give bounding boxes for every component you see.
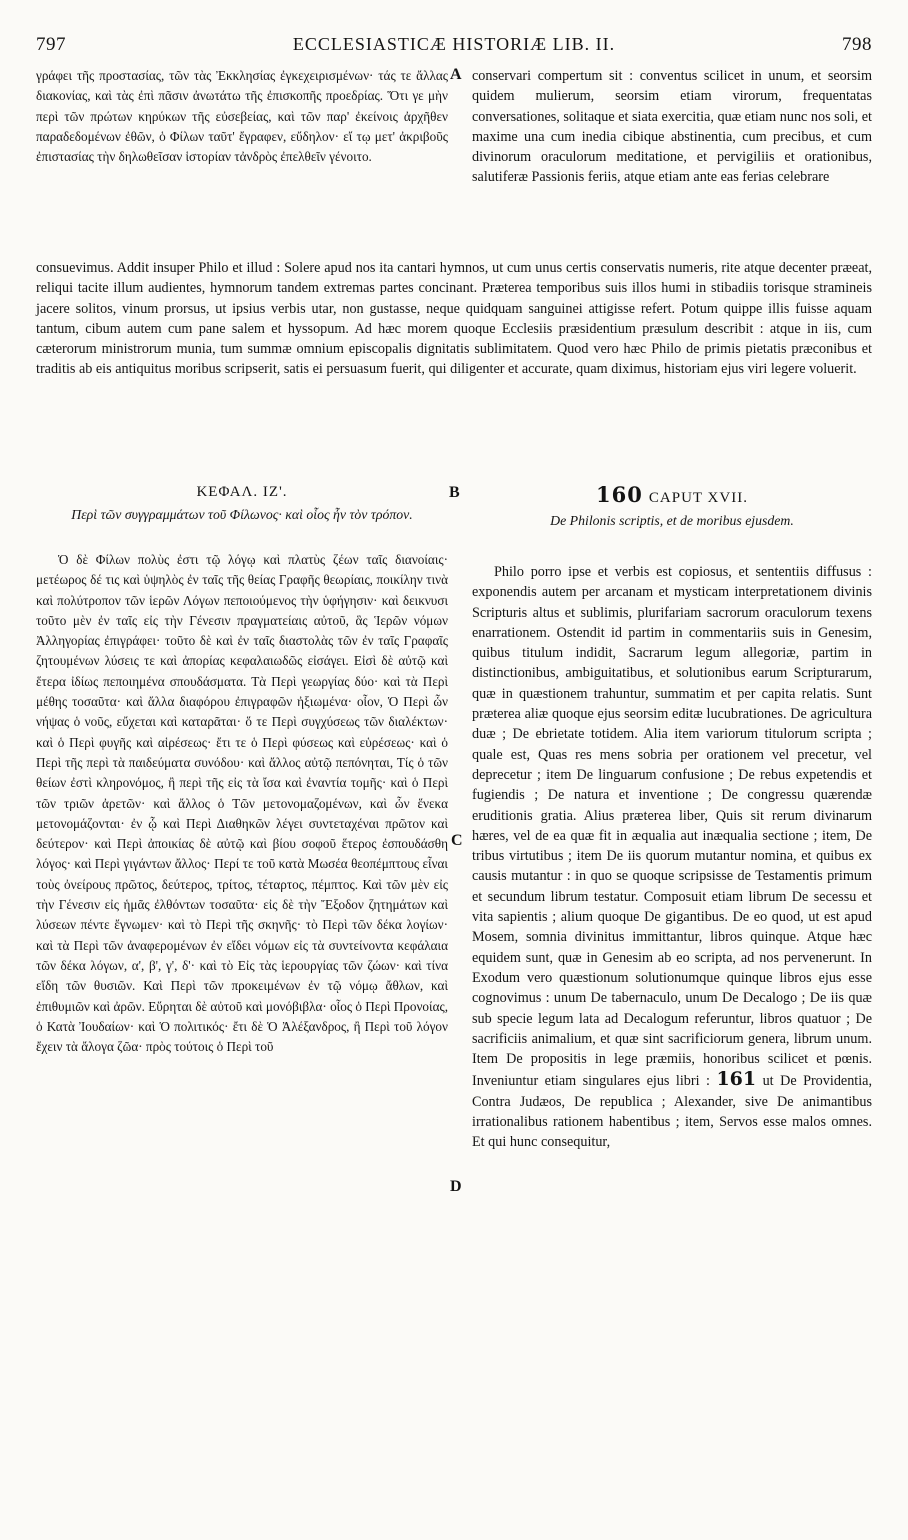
body-latin-column <box>472 562 872 1153</box>
top-greek-column <box>36 66 448 167</box>
body-greek-column <box>36 550 448 1057</box>
running-title: ECCLESIASTICÆ HISTORIÆ LIB. II. <box>292 34 616 54</box>
full-width-text <box>36 258 872 380</box>
top-latin-paragraph: conservari compertum sit : conventus scilicet in unum, et seorsim quidem mulierum, seorsim etiam virorum, frequentatas conversationes, solitaque et siata exercitia, quæ etiam nunc nos soli, et maxime una cum inedia cibique abstinentia, cum precibus, et cum divinorum oraculorum meditatione, et pervigiliis et orationibus, salutiferæ Passionis feriis, atque etiam ante eas ferias celebrare <box>472 68 872 186</box>
latin-chapter-title-line <box>472 482 872 507</box>
running-header <box>36 34 872 56</box>
latin-chapter-heading <box>472 482 872 529</box>
top-latin-column <box>472 66 872 188</box>
margin-marker-b: B <box>449 484 460 501</box>
latin-page-number-160: 160 <box>596 482 643 507</box>
greek-chapter-heading <box>36 484 448 523</box>
right-page-number: 798 <box>842 34 872 55</box>
body-latin-paragraph <box>472 562 872 1153</box>
body-latin-text: Philo porro ipse et verbis est copiosus, et sententiis diffusus : exponendis autem per arcanam et mysticam interpretationem divinis Scripturis altus et sublimis, plurifariam sacrorum oraculorum texens enarrationem. Ostendit id partim in commentariis suis in Genesim, quibus titulum indidit, Sacrarum legum allegoriæ, partim in distinctionibus, ambiguitatibus, et solutionibus earum Scripturarum, quæ in quæstionem trahuntur, summatim et per capita relatis. Sunt præterea aliæ quoque ejus seorsim editæ lucubrationes. De agricultura duæ ; De ebrietate totidem. Alia item variorum titulorum scripta ; quale est, Quas res mens sobria per orationem vel precetur, vel deprecetur ; item De linguarum confusione ; De rebus expetendis et fugiendis ; De natura et inventione ; De congressu quærendæ eruditionis gratia. Alius præterea liber, Quis sit rerum divinarum hæres, vel de ea quæ fit in æqualia aut inæqualia sectione ; item, De tribus virtutibus ; item De iis quorum mutantur nomina, et quibus ex causis mutantur : in quo se quoque scripsisse de Testamentis primum et secundum librum testatur. Composuit etiam librum De secessu et vita sapientis ; alium quoque De gigantibus. De eo quod, ut est apud Mosem, somnia divinitus immittantur, libros quinque. Atque hæc equidem sunt, quæ in Genesim ab eo scripta, ad nos pervenerunt. In Exodum vero quæstionum solutionumque quinque libros ejus esse cognovimus : unum De tabernaculo, unum De Decalogo ; De iis quæ sub specie legum lata ad Decalogum referuntur, libros quatuor ; De sacrificiis animalium, et quæ sint sacrificiorum genera, librum unum. Item De propositis in lege præmiis, honoribus scilicet et pœnis. Inveniuntur etiam singulares ejus libri : <box>472 564 872 1090</box>
margin-marker-a: A <box>450 66 462 83</box>
latin-page-number-161: 161 <box>716 1068 757 1091</box>
top-greek-paragraph: γράφει τῆς προστασίας, τῶν τὰς Ἐκκλησίας ἐγκεχειρισμένων· τάς τε ἄλλας διακονίας, καὶ τὰς ἐπὶ πᾶσιν ἀνωτάτω τῆς ἐπισκοπῆς προεδρίας. Ὅτι γε μὴν περὶ τῶν πρώτων κηρύκων τῆς εὐσεβείας, καὶ τῶν παρ' ἐκείνοις ἀρχῆθεν παραδεδομένων ἐθῶν, ὁ Φίλων ταῦτ' ἔγραφεν, εὔδηλον· εἴ τῳ μετ' ἀκριβοῦς ἐπιστασίας τὴν δηλωθεῖσαν ἱστορίαν τἀνδρὸς ἐπελθεῖν γένοιτο. <box>36 68 448 165</box>
margin-marker-c: C <box>451 832 463 849</box>
body-latin-text-continued: ut De Providentia, Contra Judæos, De republica ; Alexander, sive De animantibus irrationalibus rationem habentibus ; item, Servos esse malos omnes. Et qui hunc consequitur, <box>472 1073 873 1151</box>
full-width-paragraph: consuevimus. Addit insuper Philo et illud : Solere apud nos ita cantari hymnos, ut cum unus certis conservatis numeris, rite atque decenter præeat, reliqui tacite illum audientes, hymnorum tandem extremas partes concinant. Præterea temporibus suis illos humi in stibadiis torisque stramineis jacere solitos, vinum prorsus, ut ipsius verbis utar, non gustasse, neque quidquam sanguinei attigisse refert. Potum quippe illis fuisse aquam tantum, cibum autem cum pane salem et hyssopum. Ad hæc morem quoque Ecclesiis præsidentium præsulum describit : atque in iis, cum cæterorum ministrorum munia, tum summæ omnium episcopalis dignitatis sublimitatem. Quod vero hæc Philo de primis pietatis præconibus et traditis ab eis antiquitus moribus scripserit, satis ei persuasum fuerit, qui diligenter et accurate, quam diximus, historiam ejus viri legere voluerit. <box>36 260 872 378</box>
left-page-number: 797 <box>36 34 66 55</box>
body-greek-paragraph: Ὁ δὲ Φίλων πολὺς ἐστι τῷ λόγῳ καὶ πλατὺς ζέων ταῖς διανοίαις· μετέωρος δέ τις καὶ ὑψηλὸς ἐν ταῖς τῆς θείας Γραφῆς θεωρίαις, ποικίλην τινὰ καὶ πολύτροπον τῶν ἱερῶν Λόγων πεποιούμενος τὴν ὑφήγησιν· καὶ δεικνυσι τοῦτο μὲν ἐν ταῖς εἰς τὴν Γένεσιν πραγματείαις αὐτοῦ, ἃς Ἱερῶν νόμων Ἀλληγορίας ἐπιγράφει· τοῦτο δὲ καὶ ἐν ταῖς διαστολὰς τῶν ἐν ταῖς Γραφαῖς ζητουμένων λύσεις τε καὶ ἀπορίας κεφαλαιωδῶς εἰσάγει. Εἰσὶ δὲ αὐτῷ καὶ ἕτερα ἰδίως πεποιημένα σπουδάσματα. Τὰ Περὶ γεωργίας δύο· καὶ τὰ Περὶ μέθης τοσαῦτα· καὶ ἄλλα διαφόρου ἐπιγραφῶν ἠξιωμένα· οἷον, Ὁ Περὶ ὧν νήψας ὁ νοῦς, εὔχεται καὶ καταρᾶται· ὅ τε Περὶ συγχύσεως τῶν διαλέκτων· καὶ ὁ Περὶ φυγῆς καὶ αἱρέσεως· ἔτι τε ὁ Περὶ φύσεως καὶ εὑρέσεως· καὶ ὁ Περὶ τῆς περὶ τὰ παιδεύματα συνόδου· καὶ ἄλλος αὐτῷ πεπόνηται, Τίς ὁ τῶν θείων ἐστὶ κληρονόμος, ἢ περὶ τῆς εἰς τὰ ἴσα καὶ ἐναντία τομῆς· καὶ ὁ Περὶ τῶν τριῶν ἀρετῶν· καὶ ἄλλος ὁ Τῶν μετονομαζομένων, καὶ ὧν ἕνεκα μετονομάζονται· ἐν ᾧ καὶ Περὶ Διαθηκῶν λέγει συντεταχέναι πρῶτον καὶ δεύτερον· καὶ Περὶ ἀποικίας δὲ αὐτῷ καὶ βίου σοφοῦ ἕτερος ἐσπουδάσθη λόγος· καὶ Περὶ γιγάντων ἄλλος· Περί τε τοῦ κατὰ Μωσέα θεοπέμπτους εἶναι τοὺς ὀνείρους πρῶτος, δεύτερος, τρίτος, τέταρτος, πέμπτος. Καὶ τῶν μὲν εἰς τὴν Γένεσιν εἰς ἡμᾶς ἐλθόντων τοσαῦτα· εἰς δὲ τὴν Ἔξοδον ζητημάτων καὶ λύσεων πέντε ἔγνωμεν· καὶ τὸ Περὶ τῆς σκηνῆς· τὸ Περὶ τῶν δέκα λογίων· καὶ τὰ Περὶ τῶν ἀναφερομένων ἐν εἴδει νόμων εἰς τὰ συντείνοντα κεφάλαια τῶν δέκα λόγων, α', β', γ', δ'· καὶ τὸ Εἰς τὰς ἱερουργίας τῶν ζώων· καὶ τίνα εἴδη τῶν θυσιῶν. Καὶ Περὶ τῶν προκειμένων ἐν τῷ νόμῳ ἄθλων, καὶ ἐπιθυμιῶν καὶ ἀρῶν. Εὕρηται δὲ αὐτοῦ καὶ μονόβιβλα· οἷος ὁ Περὶ Προνοίας, ὁ Κατὰ Ἰουδαίων· καὶ Ὁ πολιτικός· ἔτι δὲ Ὁ Ἀλέξανδρος, ἢ Περὶ τοῦ λόγον ἔχειν τὰ ἄλογα ζῶα· πρὸς τούτοις ὁ Περὶ τοῦ <box>36 552 448 1055</box>
margin-marker-d: D <box>450 1178 462 1195</box>
latin-chapter-title: CAPUT XVII. <box>648 490 748 506</box>
greek-chapter-title: ΚΕΦΑΛ. ΙΖ'. <box>196 484 288 500</box>
latin-chapter-subtitle: De Philonis scriptis, et de moribus ejusdem. <box>550 513 794 528</box>
greek-chapter-subtitle: Περὶ τῶν συγγραμμάτων τοῦ Φίλωνος· καὶ οἷος ἦν τὸν τρόπον. <box>71 507 413 522</box>
